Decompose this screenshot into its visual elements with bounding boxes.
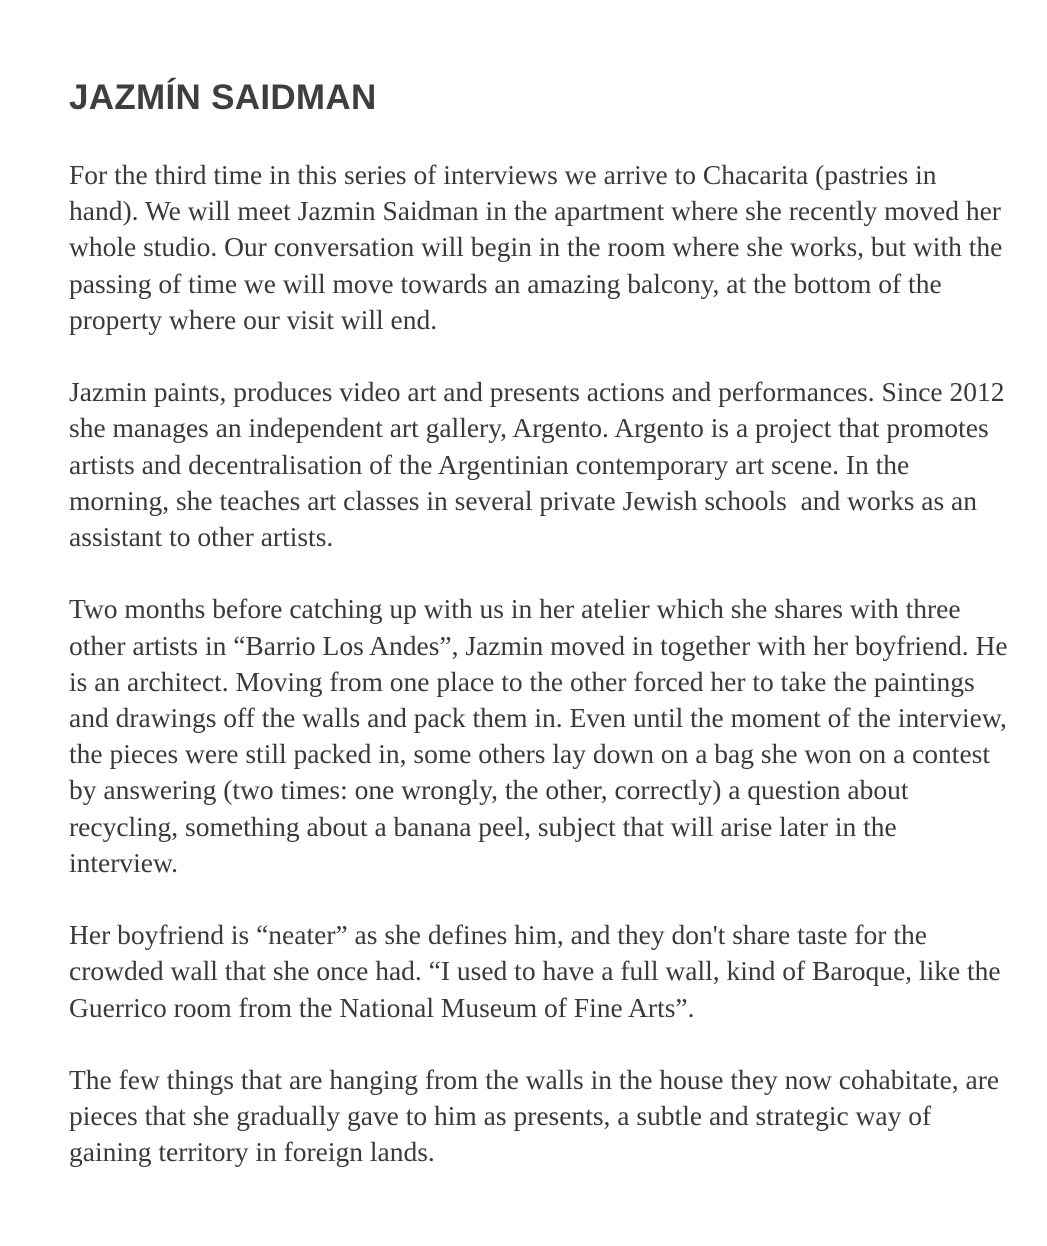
article-paragraph: Two months before catching up with us in her atelier which she shares with three other artists in “Barrio Los Andes”, Jazmin moved in together with her boyfriend. He is an architect. Moving from one place to the other forced her to take the paintings and drawings off the walls and pack them in. Even until the moment of the interview, the pieces were still packed in, some others lay down on a bag she won on a contest by answering (two times: one wrongly, the other, correctly) a question about recycling, something about a banana peel, subject that will arise later in the interview. (69, 593, 1015, 878)
article-paragraph: The few things that are hanging from the walls in the house they now cohabitate, are pieces that she gradually gave to him as presents, a subtle and strategic way of gaining territory in foreign lands. (69, 1064, 1007, 1168)
article-title: JAZMÍN SAIDMAN (69, 78, 377, 117)
article-paragraph: Her boyfriend is “neater” as she defines him, and they don't share taste for the crowded wall that she once had. “I used to have a full wall, kind of Baroque, like the Guerrico room from the National Museum of Fine Arts”. (69, 919, 1008, 1023)
article-paragraph: Jazmin paints, produces video art and presents actions and performances. Since 2012 she manages an independent art gallery, Argento. Argento is a project that promotes artists and decentralisation of the Argentinian contemporary art scene. In the morning, she teaches art classes in several private Jewish schools and works as an assistant to other artists. (69, 376, 1012, 553)
article (69, 78, 1015, 1207)
article-paragraph: For the third time in this series of interviews we arrive to Chacarita (pastries in hand). We will meet Jazmin Saidman in the apartment where she recently moved her whole studio. Our conversation will begin in the room where she works, but with the passing of time we will move towards an amazing balcony, at the bottom of the property where our visit will end. (69, 159, 1010, 335)
